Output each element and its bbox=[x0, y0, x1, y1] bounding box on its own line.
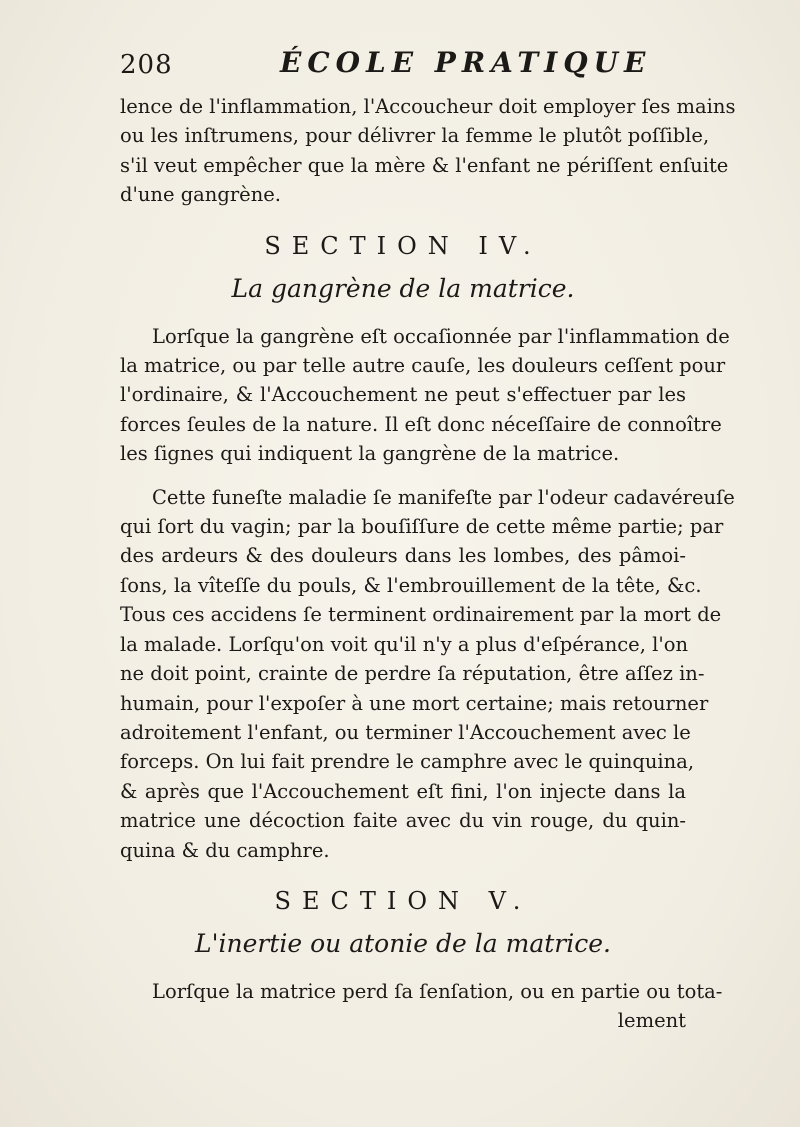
text-line: des ardeurs & des douleurs dans les lombes, des pâmoi- bbox=[120, 544, 686, 568]
section-subtitle: La gangrène de la matrice. bbox=[231, 273, 575, 303]
text-line: d'une gangrène. bbox=[120, 183, 282, 207]
section-heading: SECTION V. bbox=[274, 886, 532, 915]
text-line: forces ſeules de la nature. Il eſt donc néceſſaire de connoître bbox=[120, 412, 722, 436]
text-line: s'il veut empêcher que la mère & l'enfant ne périſſent enſuite bbox=[120, 153, 729, 177]
text-line: les ſignes qui indiquent la gangrène de la matrice. bbox=[120, 442, 620, 466]
continuation-word: lement bbox=[617, 1009, 686, 1033]
text-line: Lorſque la gangrène eſt occaſionnée par l'inflammation de bbox=[152, 324, 730, 348]
text-line: qui ſort du vagin; par la bouſiſſure de cette même partie; par bbox=[120, 515, 724, 539]
paragraph bbox=[120, 322, 730, 469]
paragraph bbox=[120, 977, 723, 1036]
section-heading: SECTION IV. bbox=[264, 231, 542, 260]
text-line: Cette funeſte maladie ſe manifeſte par l'odeur cadavéreuſe bbox=[152, 485, 735, 509]
text-line: matrice une décoction faite avec du vin rouge, du quin- bbox=[120, 809, 686, 833]
text-line: humain, pour l'expoſer à une mort certaine; mais retourner bbox=[120, 691, 709, 715]
body-text bbox=[120, 92, 736, 1036]
text-line: ne doit point, crainte de perdre ſa réputation, être aſſez in- bbox=[120, 662, 705, 686]
section-subtitle: L'inertie ou atonie de la matrice. bbox=[195, 928, 611, 958]
text-line: ſons, la vîteſſe du pouls, & l'embrouillement de la tête, &c. bbox=[120, 573, 702, 597]
text-line: forceps. On lui fait prendre le camphre avec le quinquina, bbox=[120, 750, 695, 774]
paragraph bbox=[120, 483, 735, 865]
text-line: ou les inſtrumens, pour délivrer la femme le plutôt poſſible, bbox=[120, 124, 710, 148]
text-line: l'ordinaire, & l'Accouchement ne peut s'effectuer par les bbox=[120, 383, 686, 407]
text-line: quina & du camphre. bbox=[120, 838, 330, 862]
running-head bbox=[120, 46, 680, 88]
opening-paragraph bbox=[120, 92, 736, 210]
text-line: la matrice, ou par telle autre cauſe, les douleurs ceſſent pour bbox=[120, 354, 726, 378]
text-line: Lorſque la matrice perd ſa ſenſation, ou en partie ou tota- bbox=[152, 979, 723, 1003]
text-line: & après que l'Accouchement eſt fini, l'on injecte dans la bbox=[120, 779, 686, 803]
text-line: lence de l'inflammation, l'Accoucheur doit employer ſes mains bbox=[120, 95, 736, 118]
paragraph-gap bbox=[120, 469, 686, 483]
page-number: 208 bbox=[120, 50, 173, 80]
text-line: adroitement l'enfant, ou terminer l'Accouchement avec le bbox=[120, 720, 691, 744]
text-line: la malade. Lorſqu'on voit qu'il n'y a plus d'eſpérance, l'on bbox=[120, 632, 689, 656]
text-line: Tous ces accidens ſe terminent ordinairement par la mort de bbox=[120, 603, 722, 627]
running-title: ÉCOLE PRATIQUE bbox=[280, 46, 652, 79]
